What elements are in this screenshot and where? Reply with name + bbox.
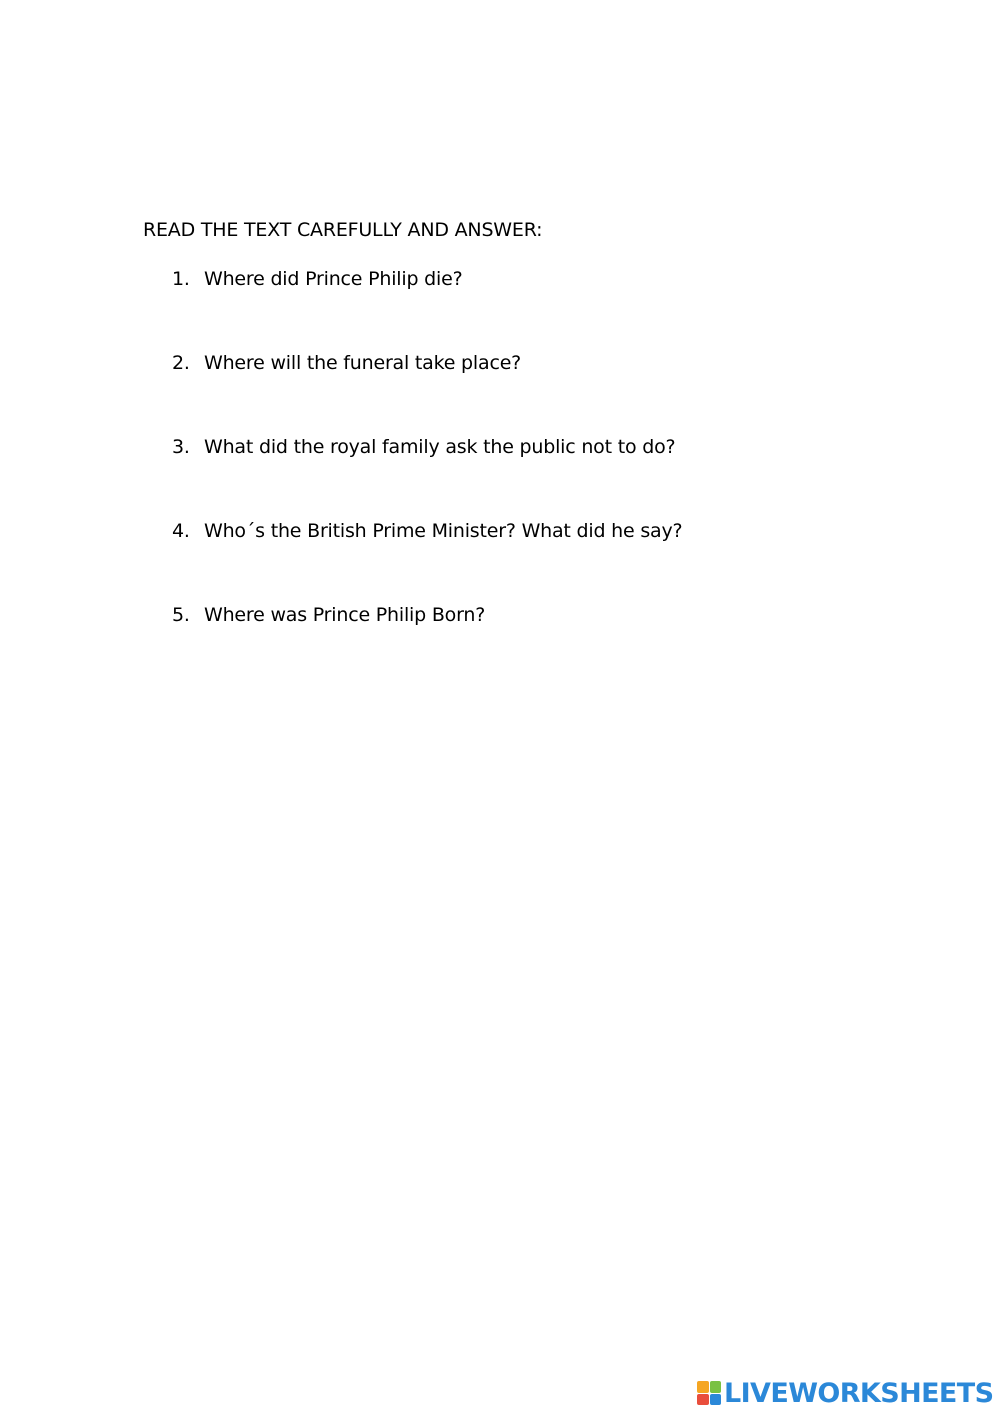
logo-square [710,1381,722,1393]
question-item [172,604,682,688]
question-number: 3. [172,436,190,458]
brand-name: LIVEWORKSHEETS [724,1377,994,1409]
logo-square [697,1381,709,1393]
question-list [172,268,682,688]
question-text: Where did Prince Philip die? [204,268,463,290]
question-text: What did the royal family ask the public not to do? [204,436,676,458]
question-item [172,520,682,604]
question-text: Where was Prince Philip Born? [204,604,486,626]
question-number: 1. [172,268,190,290]
liveworksheets-logo-icon [697,1381,721,1405]
logo-square [697,1394,709,1406]
question-text: Who´s the British Prime Minister? What did he say? [204,520,683,542]
logo-square [710,1394,722,1406]
question-item [172,436,682,520]
question-item [172,268,682,352]
question-number: 5. [172,604,190,626]
question-text: Where will the funeral take place? [204,352,522,374]
question-number: 2. [172,352,190,374]
liveworksheets-brand [697,1377,993,1409]
instruction-heading: READ THE TEXT CAREFULLY AND ANSWER: [143,219,543,241]
question-item [172,352,682,436]
question-number: 4. [172,520,190,542]
